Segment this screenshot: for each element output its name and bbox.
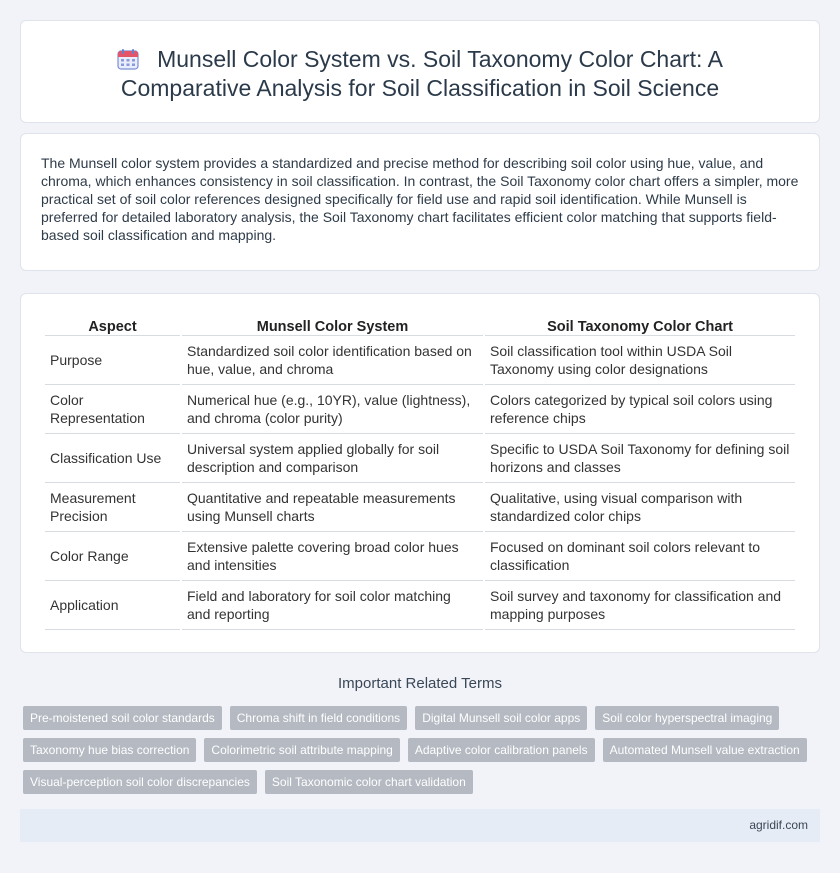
table-row xyxy=(45,336,795,385)
taxonomy-cell: Soil survey and taxonomy for classification and mapping purposes xyxy=(485,581,795,630)
related-term-tag[interactable]: Visual-perception soil color discrepancies xyxy=(23,770,257,794)
munsell-cell: Quantitative and repeatable measurements using Munsell charts xyxy=(182,483,483,532)
taxonomy-cell: Colors categorized by typical soil colors using reference chips xyxy=(485,385,795,434)
aspect-cell: Classification Use xyxy=(45,434,180,483)
table-row xyxy=(45,581,795,630)
table-row xyxy=(45,385,795,434)
comparison-table-card xyxy=(20,293,820,653)
header-munsell: Munsell Color System xyxy=(182,314,483,336)
table-header-row xyxy=(45,314,795,336)
aspect-cell: Color Representation xyxy=(45,385,180,434)
comparison-table xyxy=(43,314,797,630)
aspect-cell: Purpose xyxy=(45,336,180,385)
intro-paragraph: The Munsell color system provides a standardized and precise method for describing soil color using hue, value, and chroma, which enhances consistency in soil classification. In contrast, the Soil Taxonomy color chart offers a simpler, more practical set of soil color references designed specifically for field use and rapid soil identification. While Munsell is preferred for detailed laboratory analysis, the Soil Taxonomy chart facilitates efficient color matching that supports field-based soil classification and mapping. xyxy=(41,155,799,243)
page-title xyxy=(51,45,789,103)
title-card xyxy=(20,20,820,123)
aspect-cell: Color Range xyxy=(45,532,180,581)
intro-card xyxy=(20,133,820,271)
calendar-icon xyxy=(117,48,139,70)
taxonomy-cell: Soil classification tool within USDA Soil Taxonomy using color designations xyxy=(485,336,795,385)
related-term-tag[interactable]: Chroma shift in field conditions xyxy=(230,706,407,730)
munsell-cell: Numerical hue (e.g., 10YR), value (lightness), and chroma (color purity) xyxy=(182,385,483,434)
related-term-tag[interactable]: Automated Munsell value extraction xyxy=(603,738,807,762)
munsell-cell: Universal system applied globally for soil description and comparison xyxy=(182,434,483,483)
related-term-tag[interactable]: Soil Taxonomic color chart validation xyxy=(265,770,473,794)
related-term-tag[interactable]: Digital Munsell soil color apps xyxy=(415,706,587,730)
tag-row xyxy=(23,738,823,762)
aspect-cell: Application xyxy=(45,581,180,630)
related-term-tag[interactable]: Colorimetric soil attribute mapping xyxy=(204,738,399,762)
taxonomy-cell: Qualitative, using visual comparison with standardized color chips xyxy=(485,483,795,532)
page-title-text: Munsell Color System vs. Soil Taxonomy Color Chart: A Comparative Analysis for Soil Classification in Soil Science xyxy=(120,46,723,101)
taxonomy-cell: Specific to USDA Soil Taxonomy for defining soil horizons and classes xyxy=(485,434,795,483)
munsell-cell: Standardized soil color identification based on hue, value, and chroma xyxy=(182,336,483,385)
related-term-tag[interactable]: Pre-moistened soil color standards xyxy=(23,706,222,730)
table-row xyxy=(45,434,795,483)
related-term-tag[interactable]: Adaptive color calibration panels xyxy=(408,738,595,762)
footer xyxy=(20,809,820,842)
header-soil-taxonomy: Soil Taxonomy Color Chart xyxy=(485,314,795,336)
taxonomy-cell: Focused on dominant soil colors relevant to classification xyxy=(485,532,795,581)
table-row xyxy=(45,532,795,581)
related-term-tag[interactable]: Soil color hyperspectral imaging xyxy=(595,706,779,730)
related-terms-title: Important Related Terms xyxy=(338,675,502,692)
tag-row xyxy=(23,706,823,730)
munsell-cell: Field and laboratory for soil color matching and reporting xyxy=(182,581,483,630)
related-term-tag[interactable]: Taxonomy hue bias correction xyxy=(23,738,196,762)
aspect-cell: Measurement Precision xyxy=(45,483,180,532)
munsell-cell: Extensive palette covering broad color hues and intensities xyxy=(182,532,483,581)
related-terms-tags xyxy=(23,706,823,802)
header-aspect: Aspect xyxy=(45,314,180,336)
table-row xyxy=(45,483,795,532)
tag-row xyxy=(23,770,823,794)
footer-site-link[interactable]: agridif.com xyxy=(749,818,808,832)
